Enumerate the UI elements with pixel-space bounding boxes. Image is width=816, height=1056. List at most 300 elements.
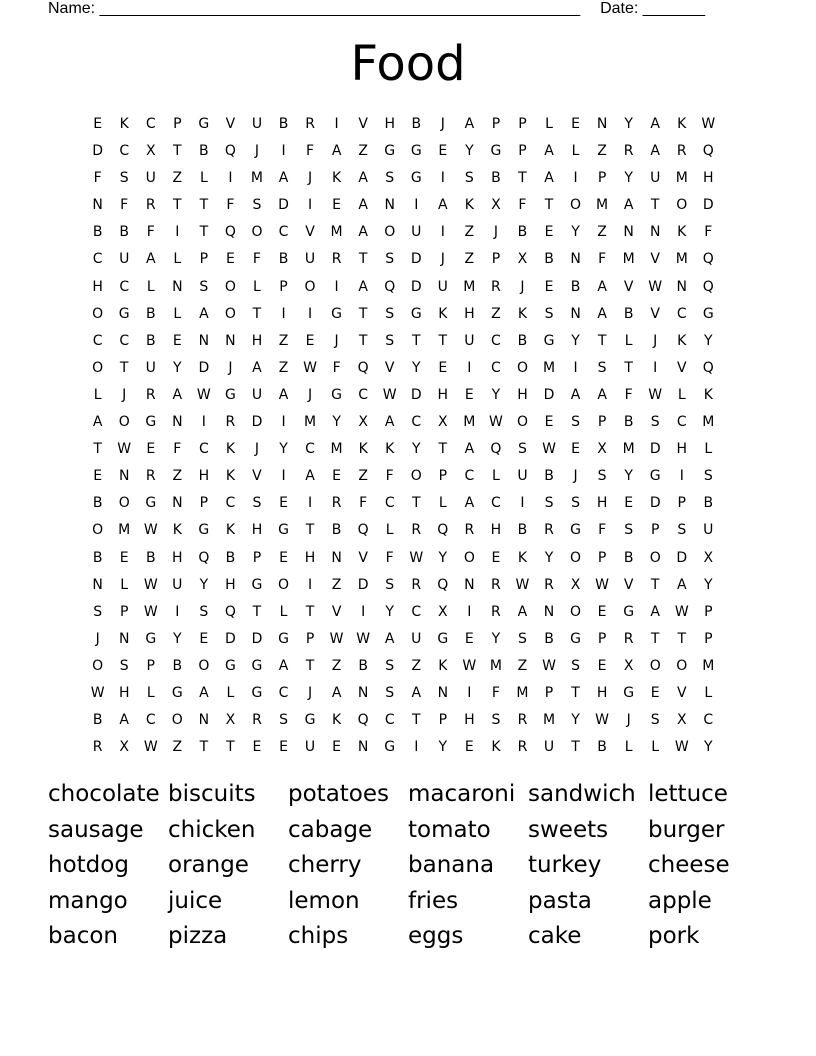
grid-letter: H [172, 549, 183, 566]
grid-letter: A [597, 386, 607, 403]
grid-letter: E [464, 386, 474, 403]
grid-letter: A [650, 116, 660, 132]
grid-letter: H [251, 522, 263, 539]
grid-letter: A [544, 170, 554, 187]
grid-letter: F [252, 251, 261, 268]
grid-letter: M [489, 657, 502, 674]
grid-letter: O [171, 712, 183, 729]
grid-letter: S [491, 712, 501, 729]
grid-letter: A [358, 278, 368, 295]
grid-letter: K [677, 332, 687, 349]
word-bank-item: macaroni [408, 781, 516, 807]
grid-letter: K [517, 305, 528, 322]
grid-letter: Q [198, 549, 210, 566]
grid-row [84, 301, 740, 328]
grid-letter: T [173, 143, 182, 160]
grid-letter: G [251, 657, 263, 674]
grid-letter: E [438, 143, 448, 160]
grid-letter: N [331, 549, 342, 566]
grid-letter: O [676, 657, 688, 674]
grid-letter: E [199, 630, 209, 647]
word-bank-item: chocolate [48, 781, 160, 807]
grid-letter: L [385, 522, 394, 539]
grid-letter: T [650, 197, 660, 214]
grid-letter: E [491, 549, 501, 566]
grid-row [84, 192, 740, 219]
grid-letter: P [491, 251, 501, 268]
grid-letter: I [467, 603, 472, 620]
grid-letter: S [119, 170, 129, 187]
grid-letter: C [119, 278, 130, 295]
grid-letter: H [251, 332, 263, 349]
grid-letter: W [648, 386, 663, 403]
grid-letter: G [384, 143, 396, 160]
word-bank-item: sweets [528, 816, 609, 843]
grid-letter: C [145, 712, 156, 729]
grid-letter: P [252, 549, 262, 566]
grid-letter: S [385, 332, 395, 349]
grid-letter: U [411, 224, 422, 241]
grid-letter: L [93, 386, 102, 403]
grid-letter: W [196, 386, 211, 403]
grid-row [84, 138, 740, 165]
grid-letter: K [172, 522, 182, 539]
grid-letter: J [440, 116, 445, 132]
grid-letter: E [597, 657, 607, 674]
word-bank-item: tomato [408, 816, 491, 843]
word-bank-item: cheese [648, 852, 730, 878]
grid-letter: C [225, 495, 236, 512]
grid-letter: B [145, 549, 156, 566]
grid-letter: L [704, 684, 713, 701]
grid-row [84, 409, 740, 436]
grid-letter: S [597, 468, 607, 485]
grid-letter: B [225, 549, 236, 566]
grid-letter: T [438, 441, 448, 458]
grid-letter: M [304, 414, 317, 431]
grid-letter: O [198, 657, 210, 674]
word-bank-item: pasta [528, 887, 592, 914]
grid-letter: N [172, 495, 183, 512]
grid-letter: D [198, 359, 210, 376]
grid-letter: E [252, 739, 262, 756]
grid-letter: R [331, 495, 342, 512]
grid-letter: A [676, 576, 687, 593]
grid-letter: E [305, 332, 315, 349]
grid-letter: F [385, 549, 394, 566]
grid-letter: B [623, 549, 634, 566]
grid-letter: C [92, 251, 103, 268]
grid-letter: Z [597, 224, 607, 241]
grid-letter: E [172, 332, 182, 349]
grid-letter: I [440, 170, 445, 187]
grid-letter: S [385, 657, 395, 674]
grid-letter: F [598, 251, 607, 268]
grid-letter: R [411, 522, 422, 539]
grid-letter: F [385, 468, 394, 485]
grid-letter: J [307, 684, 313, 701]
grid-letter: A [331, 143, 342, 160]
grid-letter: I [440, 224, 445, 241]
grid-letter: T [544, 197, 554, 214]
grid-letter: M [675, 170, 688, 187]
grid-letter: T [650, 630, 660, 647]
grid-letter: D [410, 251, 422, 268]
grid-letter: K [332, 712, 342, 729]
grid-letter: W [488, 414, 503, 431]
grid-letter: J [493, 224, 498, 241]
grid-letter: E [544, 224, 554, 241]
grid-letter: I [307, 305, 313, 322]
grid-letter: P [279, 278, 288, 295]
grid-letter: T [438, 332, 448, 349]
grid-letter: H [490, 522, 502, 539]
grid-letter: R [305, 116, 315, 132]
word-bank-row [48, 848, 788, 884]
grid-letter: S [252, 495, 262, 512]
grid-letter: U [172, 576, 183, 593]
grid-letter: U [650, 170, 661, 187]
grid-letter: L [677, 386, 686, 403]
grid-letter: R [145, 468, 156, 485]
grid-letter: A [597, 305, 607, 322]
grid-letter: M [463, 278, 476, 295]
word-bank-item: cake [528, 923, 582, 949]
grid-letter: T [305, 603, 315, 620]
grid-letter: Y [544, 549, 554, 566]
grid-letter: W [674, 739, 689, 756]
grid-letter: U [437, 278, 448, 295]
grid-letter: Z [278, 359, 289, 376]
grid-letter: I [653, 359, 658, 376]
grid-letter: A [597, 278, 607, 295]
grid-letter: R [517, 712, 528, 729]
grid-letter: N [118, 468, 130, 485]
word-bank-item: lettuce [648, 781, 728, 807]
grid-letter: G [490, 143, 502, 160]
grid-letter: L [173, 305, 182, 322]
grid-letter: I [573, 170, 578, 187]
grid-letter: P [597, 414, 607, 431]
grid-letter: S [279, 712, 288, 729]
grid-letter: G [304, 712, 316, 729]
grid-letter: E [146, 441, 156, 458]
grid-letter: S [385, 251, 395, 268]
grid-row [84, 490, 740, 517]
grid-letter: X [438, 414, 448, 431]
grid-letter: S [385, 684, 395, 701]
grid-letter: N [543, 603, 555, 620]
grid-letter: X [623, 657, 634, 674]
grid-letter: O [224, 278, 236, 295]
grid-letter: R [623, 630, 634, 647]
grid-letter: B [411, 116, 422, 132]
grid-letter: C [676, 305, 687, 322]
grid-letter: K [358, 441, 368, 458]
grid-letter: P [305, 630, 315, 647]
grid-letter: S [597, 359, 607, 376]
grid-letter: T [305, 522, 315, 539]
grid-letter: F [306, 143, 315, 160]
word-bank-row [48, 777, 788, 813]
grid-letter: H [464, 712, 475, 729]
grid-letter: W [303, 359, 317, 376]
grid-letter: D [251, 630, 263, 647]
grid-letter: G [623, 603, 635, 620]
grid-letter: K [677, 224, 687, 241]
grid-letter: G [702, 305, 714, 322]
grid-letter: U [251, 116, 263, 132]
grid-letter: V [358, 116, 368, 132]
grid-letter: E [119, 549, 129, 566]
grid-letter: Y [465, 143, 474, 160]
grid-letter: I [307, 576, 313, 593]
grid-letter: Y [173, 630, 182, 647]
grid-letter: L [173, 251, 182, 268]
grid-letter: X [438, 603, 448, 620]
grid-letter: D [543, 386, 555, 403]
grid-letter: U [543, 739, 555, 756]
grid-letter: P [119, 603, 129, 620]
word-bank-item: eggs [408, 923, 464, 949]
grid-letter: G [570, 522, 581, 539]
grid-letter: Y [624, 170, 633, 187]
grid-letter: M [542, 712, 556, 729]
grid-letter: I [228, 170, 233, 187]
grid-letter: Y [704, 576, 713, 593]
grid-letter: D [676, 549, 688, 566]
grid-letter: J [122, 386, 127, 403]
grid-letter: W [674, 603, 689, 620]
grid-letter: F [704, 224, 713, 241]
grid-row [84, 463, 740, 490]
date-field-label: Date: _______ [600, 0, 706, 17]
grid-letter: B [623, 414, 634, 431]
grid-letter: S [199, 603, 209, 620]
grid-letter: Z [331, 576, 342, 593]
grid-letter: E [571, 116, 580, 132]
grid-letter: U [145, 170, 156, 187]
grid-letter: Z [464, 251, 475, 268]
grid-letter: I [679, 468, 684, 485]
grid-letter: J [334, 332, 339, 349]
grid-letter: O [384, 224, 396, 241]
grid-letter: M [702, 657, 715, 674]
grid-letter: S [518, 630, 527, 647]
grid-letter: H [304, 549, 316, 566]
grid-letter: Y [571, 332, 580, 349]
grid-letter: V [623, 576, 634, 593]
grid-letter: B [491, 170, 501, 187]
grid-letter: B [597, 739, 607, 756]
grid-letter: L [120, 576, 129, 593]
word-bank-row [48, 813, 788, 849]
word-bank-item: hotdog [48, 852, 129, 878]
grid-letter: J [653, 332, 658, 349]
grid-letter: W [143, 576, 158, 593]
grid-letter: K [438, 305, 448, 322]
grid-letter: E [438, 359, 448, 376]
grid-letter: E [93, 116, 103, 132]
grid-letter: T [650, 576, 660, 593]
grid-letter: T [597, 332, 607, 349]
grid-letter: G [278, 630, 289, 647]
grid-letter: A [358, 224, 368, 241]
grid-letter: O [649, 657, 661, 674]
grid-letter: W [595, 712, 610, 729]
grid-letter: T [119, 359, 129, 376]
grid-letter: F [624, 386, 633, 403]
word-bank-item: chicken [168, 816, 256, 843]
grid-letter: P [491, 116, 501, 132]
grid-letter: F [226, 197, 235, 214]
word-bank-item: sandwich [528, 781, 636, 807]
grid-letter: J [254, 143, 260, 160]
grid-letter: J [440, 251, 445, 268]
grid-letter: S [544, 495, 554, 512]
grid-letter: J [626, 712, 631, 729]
grid-letter: Z [411, 657, 422, 674]
grid-letter: G [410, 305, 422, 322]
grid-letter: B [623, 305, 634, 322]
grid-letter: X [145, 143, 156, 160]
grid-letter: C [676, 414, 687, 431]
grid-letter: U [464, 332, 475, 349]
grid-letter: W [542, 441, 556, 458]
grid-letter: Y [571, 224, 580, 241]
grid-letter: X [225, 712, 236, 729]
grid-letter: P [518, 143, 527, 160]
grid-letter: Y [199, 576, 209, 593]
grid-letter: D [251, 414, 263, 431]
grid-letter: F [491, 684, 500, 701]
grid-letter: E [279, 495, 288, 512]
grid-row [84, 165, 740, 192]
grid-letter: T [252, 603, 262, 620]
grid-letter: G [224, 657, 236, 674]
grid-letter: G [649, 468, 661, 485]
grid-letter: I [334, 278, 339, 295]
grid-letter: B [544, 251, 554, 268]
grid-letter: A [305, 468, 315, 485]
grid-letter: D [357, 576, 369, 593]
grid-letter: C [703, 712, 714, 729]
grid-letter: S [650, 414, 660, 431]
grid-letter: K [119, 116, 129, 132]
grid-letter: B [145, 332, 156, 349]
grid-letter: K [225, 441, 235, 458]
name-field-label: Name: ______________________________________________________ [48, 0, 581, 17]
grid-letter: O [570, 549, 582, 566]
grid-letter: K [225, 468, 235, 485]
grid-letter: O [277, 576, 290, 593]
grid-letter: E [225, 251, 235, 268]
grid-letter: B [517, 332, 528, 349]
grid-letter: M [622, 441, 635, 458]
grid-letter: G [570, 630, 581, 647]
grid-letter: V [305, 224, 315, 241]
grid-letter: W [90, 684, 105, 701]
grid-letter: Q [702, 359, 714, 376]
grid-letter: S [119, 657, 129, 674]
grid-letter: Z [172, 739, 183, 756]
grid-letter: Y [385, 603, 394, 620]
grid-letter: E [279, 739, 288, 756]
grid-letter: N [225, 332, 236, 349]
grid-letter: A [623, 197, 634, 214]
grid-letter: L [545, 116, 553, 132]
grid-letter: S [252, 197, 262, 214]
grid-letter: J [307, 170, 313, 187]
grid-letter: U [517, 468, 528, 485]
grid-letter: A [438, 197, 448, 214]
grid-letter: R [544, 522, 554, 539]
grid-letter: T [358, 251, 368, 268]
word-bank-item: lemon [288, 887, 360, 914]
grid-letter: L [226, 684, 235, 701]
grid-letter: T [173, 197, 182, 214]
grid-row [84, 545, 740, 572]
grid-letter: P [438, 468, 448, 485]
grid-letter: F [173, 441, 182, 458]
grid-letter: W [515, 576, 530, 593]
word-bank-item: turkey [528, 852, 602, 878]
grid-letter: M [622, 251, 635, 268]
grid-letter: G [543, 332, 555, 349]
grid-letter: Y [491, 630, 501, 647]
grid-letter: A [411, 684, 422, 701]
grid-letter: G [331, 386, 343, 403]
grid-letter: R [464, 522, 475, 539]
grid-letter: P [199, 495, 209, 512]
grid-letter: J [520, 278, 525, 295]
grid-row [84, 626, 740, 653]
grid-letter: K [517, 549, 528, 566]
grid-letter: O [463, 549, 475, 566]
grid-letter: Q [357, 712, 369, 729]
grid-letter: K [491, 739, 501, 756]
grid-letter: N [92, 576, 103, 593]
grid-letter: G [623, 684, 635, 701]
grid-letter: M [330, 441, 343, 458]
grid-letter: A [464, 495, 475, 512]
header-line [48, 0, 705, 18]
word-bank-item: cabage [288, 816, 373, 843]
grid-letter: O [516, 414, 528, 431]
grid-letter: K [332, 170, 342, 187]
grid-letter: E [93, 468, 103, 485]
grid-letter: Q [702, 278, 714, 295]
grid-letter: B [145, 305, 156, 322]
word-bank-item: burger [648, 816, 725, 843]
grid-letter: R [331, 251, 342, 268]
word-bank-row [48, 919, 788, 955]
grid-letter: Y [624, 468, 633, 485]
grid-letter: O [92, 657, 104, 674]
grid-letter: R [145, 197, 156, 214]
grid-letter: O [516, 359, 528, 376]
grid-letter: H [703, 170, 714, 187]
grid-letter: E [544, 414, 554, 431]
grid-letter: U [304, 251, 316, 268]
grid-letter: E [464, 739, 474, 756]
grid-letter: F [93, 170, 102, 187]
grid-letter: E [332, 468, 342, 485]
grid-letter: V [252, 468, 262, 485]
grid-letter: R [411, 576, 422, 593]
grid-letter: T [677, 630, 687, 647]
grid-letter: J [95, 630, 100, 647]
